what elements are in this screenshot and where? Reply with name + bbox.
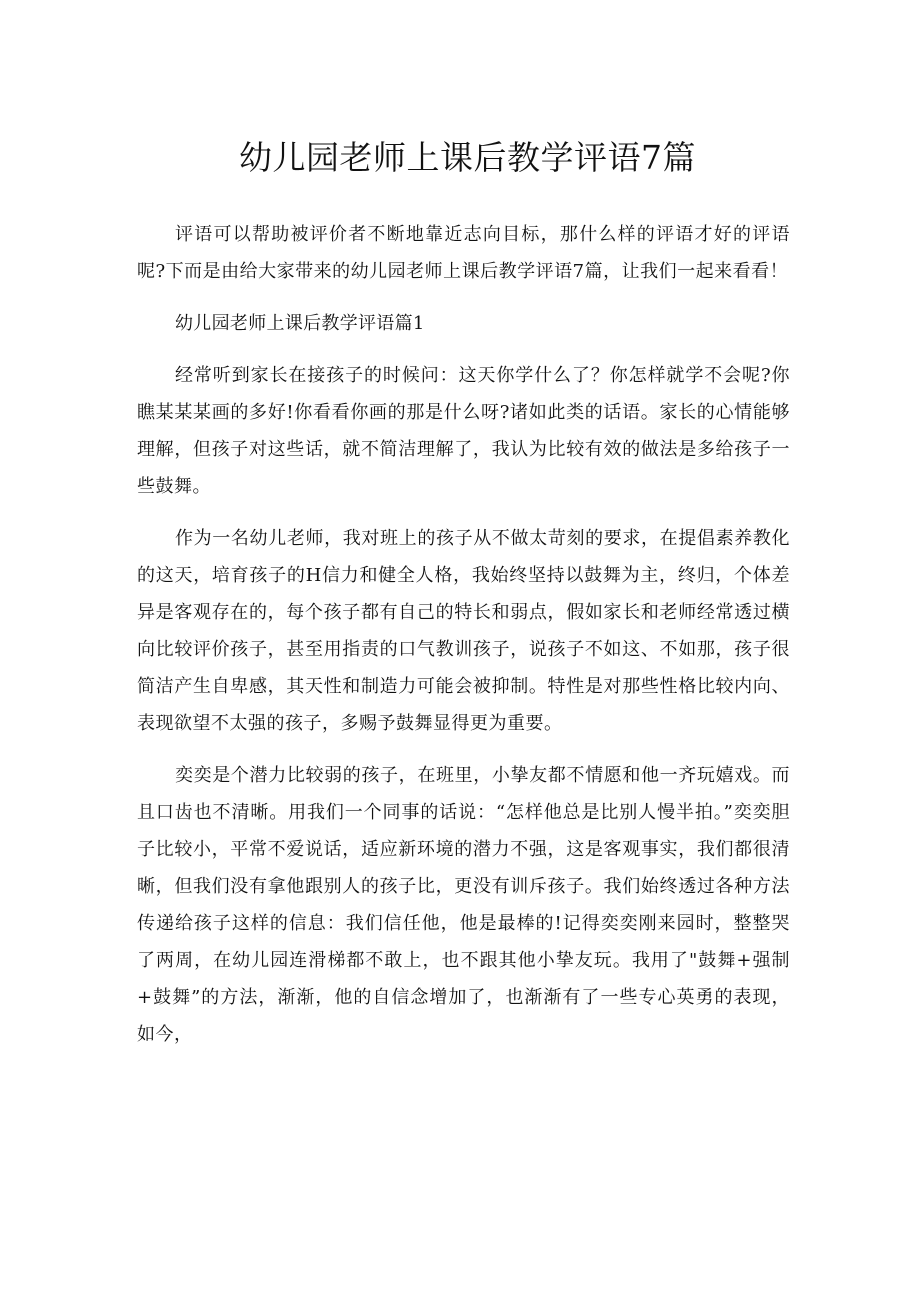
body-paragraph-3: 奕奕是个潜力比较弱的孩子，在班里，小挚友都不情愿和他一齐玩嬉戏。而且口齿也不清晰。用我们一个同事的话说：“怎样他总是比别人慢半拍。”奕奕胆子比较小，平常不爱说话，适应新环境的潜力不强，这是客观事实，我们都很清晰，但我们没有拿他跟别人的孩子比，更没有训斥孩子。我们始终透过各种方法传递给孩子这样的信息：我们信任他，他是最棒的!记得奕奕刚来园时，整整哭了两周，在幼儿园连滑梯都不敢上，也不跟其他小挚友玩。我用了"鼓舞+强制+鼓舞”的方法，渐渐，他的自信念增加了，也渐渐有了一些专心英勇的表现，如今， [137, 765, 790, 1045]
section-heading: 幼儿园老师上课后教学评语篇1 [175, 313, 425, 334]
body-paragraph-2: 作为一名幼儿老师，我对班上的孩子从不做太苛刻的要求，在提倡素养教化的这天，培育孩子的H信力和健全人格，我始终坚持以鼓舞为主，终归，个体差异是客观存在的，每个孩子都有自己的特长和弱点，假如家长和老师经常透过横向比较评价孩子，甚至用指责的口气教训孩子，说孩子不如这、不如那，孩子很简洁产生自卑感，其天性和制造力可能会被抑制。特性是对那些性格比较内向、表现欲望不太强的孩子，多赐予鼓舞显得更为重要。 [137, 528, 790, 734]
document-title: 幼儿园老师上课后教学评语7篇 [239, 138, 696, 177]
body-paragraph-1: 经常听到家长在接孩子的时候问：这天你学什么了？你怎样就学不会呢?你瞧某某某画的多好!你看看你画的那是什么呀?诸如此类的话语。家长的心情能够理解，但孩子对这些话，就不简洁理解了，我认为比较有效的做法是多给孩子一些鼓舞。 [137, 365, 790, 497]
intro-paragraph: 评语可以帮助被评价者不断地靠近志向目标，那什么样的评语才好的评语呢?下而是由给大家带来的幼儿园老师上课后教学评语7篇，让我们一起来看看！ [137, 224, 790, 282]
